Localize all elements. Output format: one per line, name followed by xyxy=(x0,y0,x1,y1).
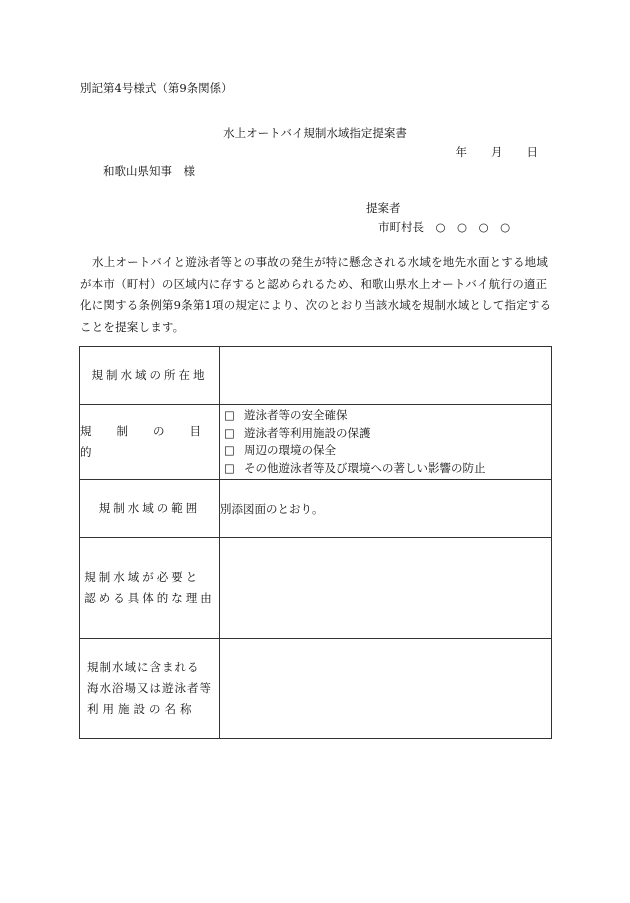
purpose-checklist xyxy=(220,407,551,477)
checkbox-icon: □ xyxy=(224,425,235,440)
checkbox-icon: □ xyxy=(224,443,235,457)
purpose-item-label: 遊泳者等の安全確保 xyxy=(244,408,348,422)
purpose-item-label: 遊泳者等利用施設の保護 xyxy=(244,425,371,440)
reason-label-line: 規制水域が必要と xyxy=(84,570,201,584)
scope-value-cell xyxy=(220,480,552,538)
purpose-item xyxy=(224,460,551,478)
purpose-item-label: 周辺の環境の保全 xyxy=(244,443,336,457)
reason-value-cell xyxy=(220,538,552,639)
proposal-form-table xyxy=(79,346,552,739)
table-row-facility xyxy=(80,639,552,739)
proposal-body-text: 水上オートバイと遊泳者等との事故の発生が特に懸念される水域を地先水面とする地域が本市（町村）の区域内に存すると認められるため、和歌山県水上オートバイ航行の適正化に関する条例第9条第1項の規定により、次のとおり当該水域を規制水域として指定することを提案します。 xyxy=(80,255,552,334)
checkbox-icon: □ xyxy=(224,408,235,422)
document-title: 水上オートバイ規制水域指定提案書 xyxy=(223,126,407,140)
location-label-cell xyxy=(80,347,220,405)
purpose-item-label: その他遊泳者等及び環境への著しい影響の防止 xyxy=(244,460,486,475)
reason-label-cell xyxy=(80,538,220,639)
purpose-item xyxy=(224,442,551,460)
facility-label xyxy=(87,657,212,720)
date-year: 年 xyxy=(455,145,467,159)
reason-label xyxy=(84,567,215,609)
facility-label-line: 利用施設の名称 xyxy=(87,702,196,716)
table-row-reason xyxy=(80,538,552,639)
proposer-name: 市町村長 ○ ○ ○ ○ xyxy=(378,220,511,234)
date-line xyxy=(456,144,539,160)
table-row-scope xyxy=(80,480,552,538)
purpose-item xyxy=(224,407,551,425)
facility-label-line: 規制水域に含まれる xyxy=(87,660,200,674)
form-identifier: 別記第4号様式（第9条関係） xyxy=(80,81,233,95)
scope-label-cell xyxy=(80,480,220,538)
table-row-purpose xyxy=(80,405,552,480)
purpose-label: 規制の目的 xyxy=(80,424,219,459)
facility-value-cell xyxy=(220,639,552,739)
proposer-label: 提案者 xyxy=(366,201,401,215)
addressee: 和歌山県知事 様 xyxy=(103,164,195,178)
checkbox-icon: □ xyxy=(224,460,235,475)
location-label: 規制水域の所在地 xyxy=(91,368,208,382)
facility-label-line: 海水浴場又は遊泳者等 xyxy=(87,681,212,695)
location-value-cell xyxy=(220,347,552,405)
facility-label-cell xyxy=(80,639,220,739)
scope-value: 別添図面のとおり。 xyxy=(220,501,324,516)
scope-label: 規制水域の範囲 xyxy=(98,501,201,515)
purpose-label-cell xyxy=(80,405,220,480)
purpose-value-cell xyxy=(220,405,552,480)
date-month: 月 xyxy=(491,145,503,159)
date-day: 日 xyxy=(526,145,538,159)
table-row-location xyxy=(80,347,552,405)
reason-label-line: 認める具体的な理由 xyxy=(84,591,215,605)
purpose-item xyxy=(224,425,551,443)
